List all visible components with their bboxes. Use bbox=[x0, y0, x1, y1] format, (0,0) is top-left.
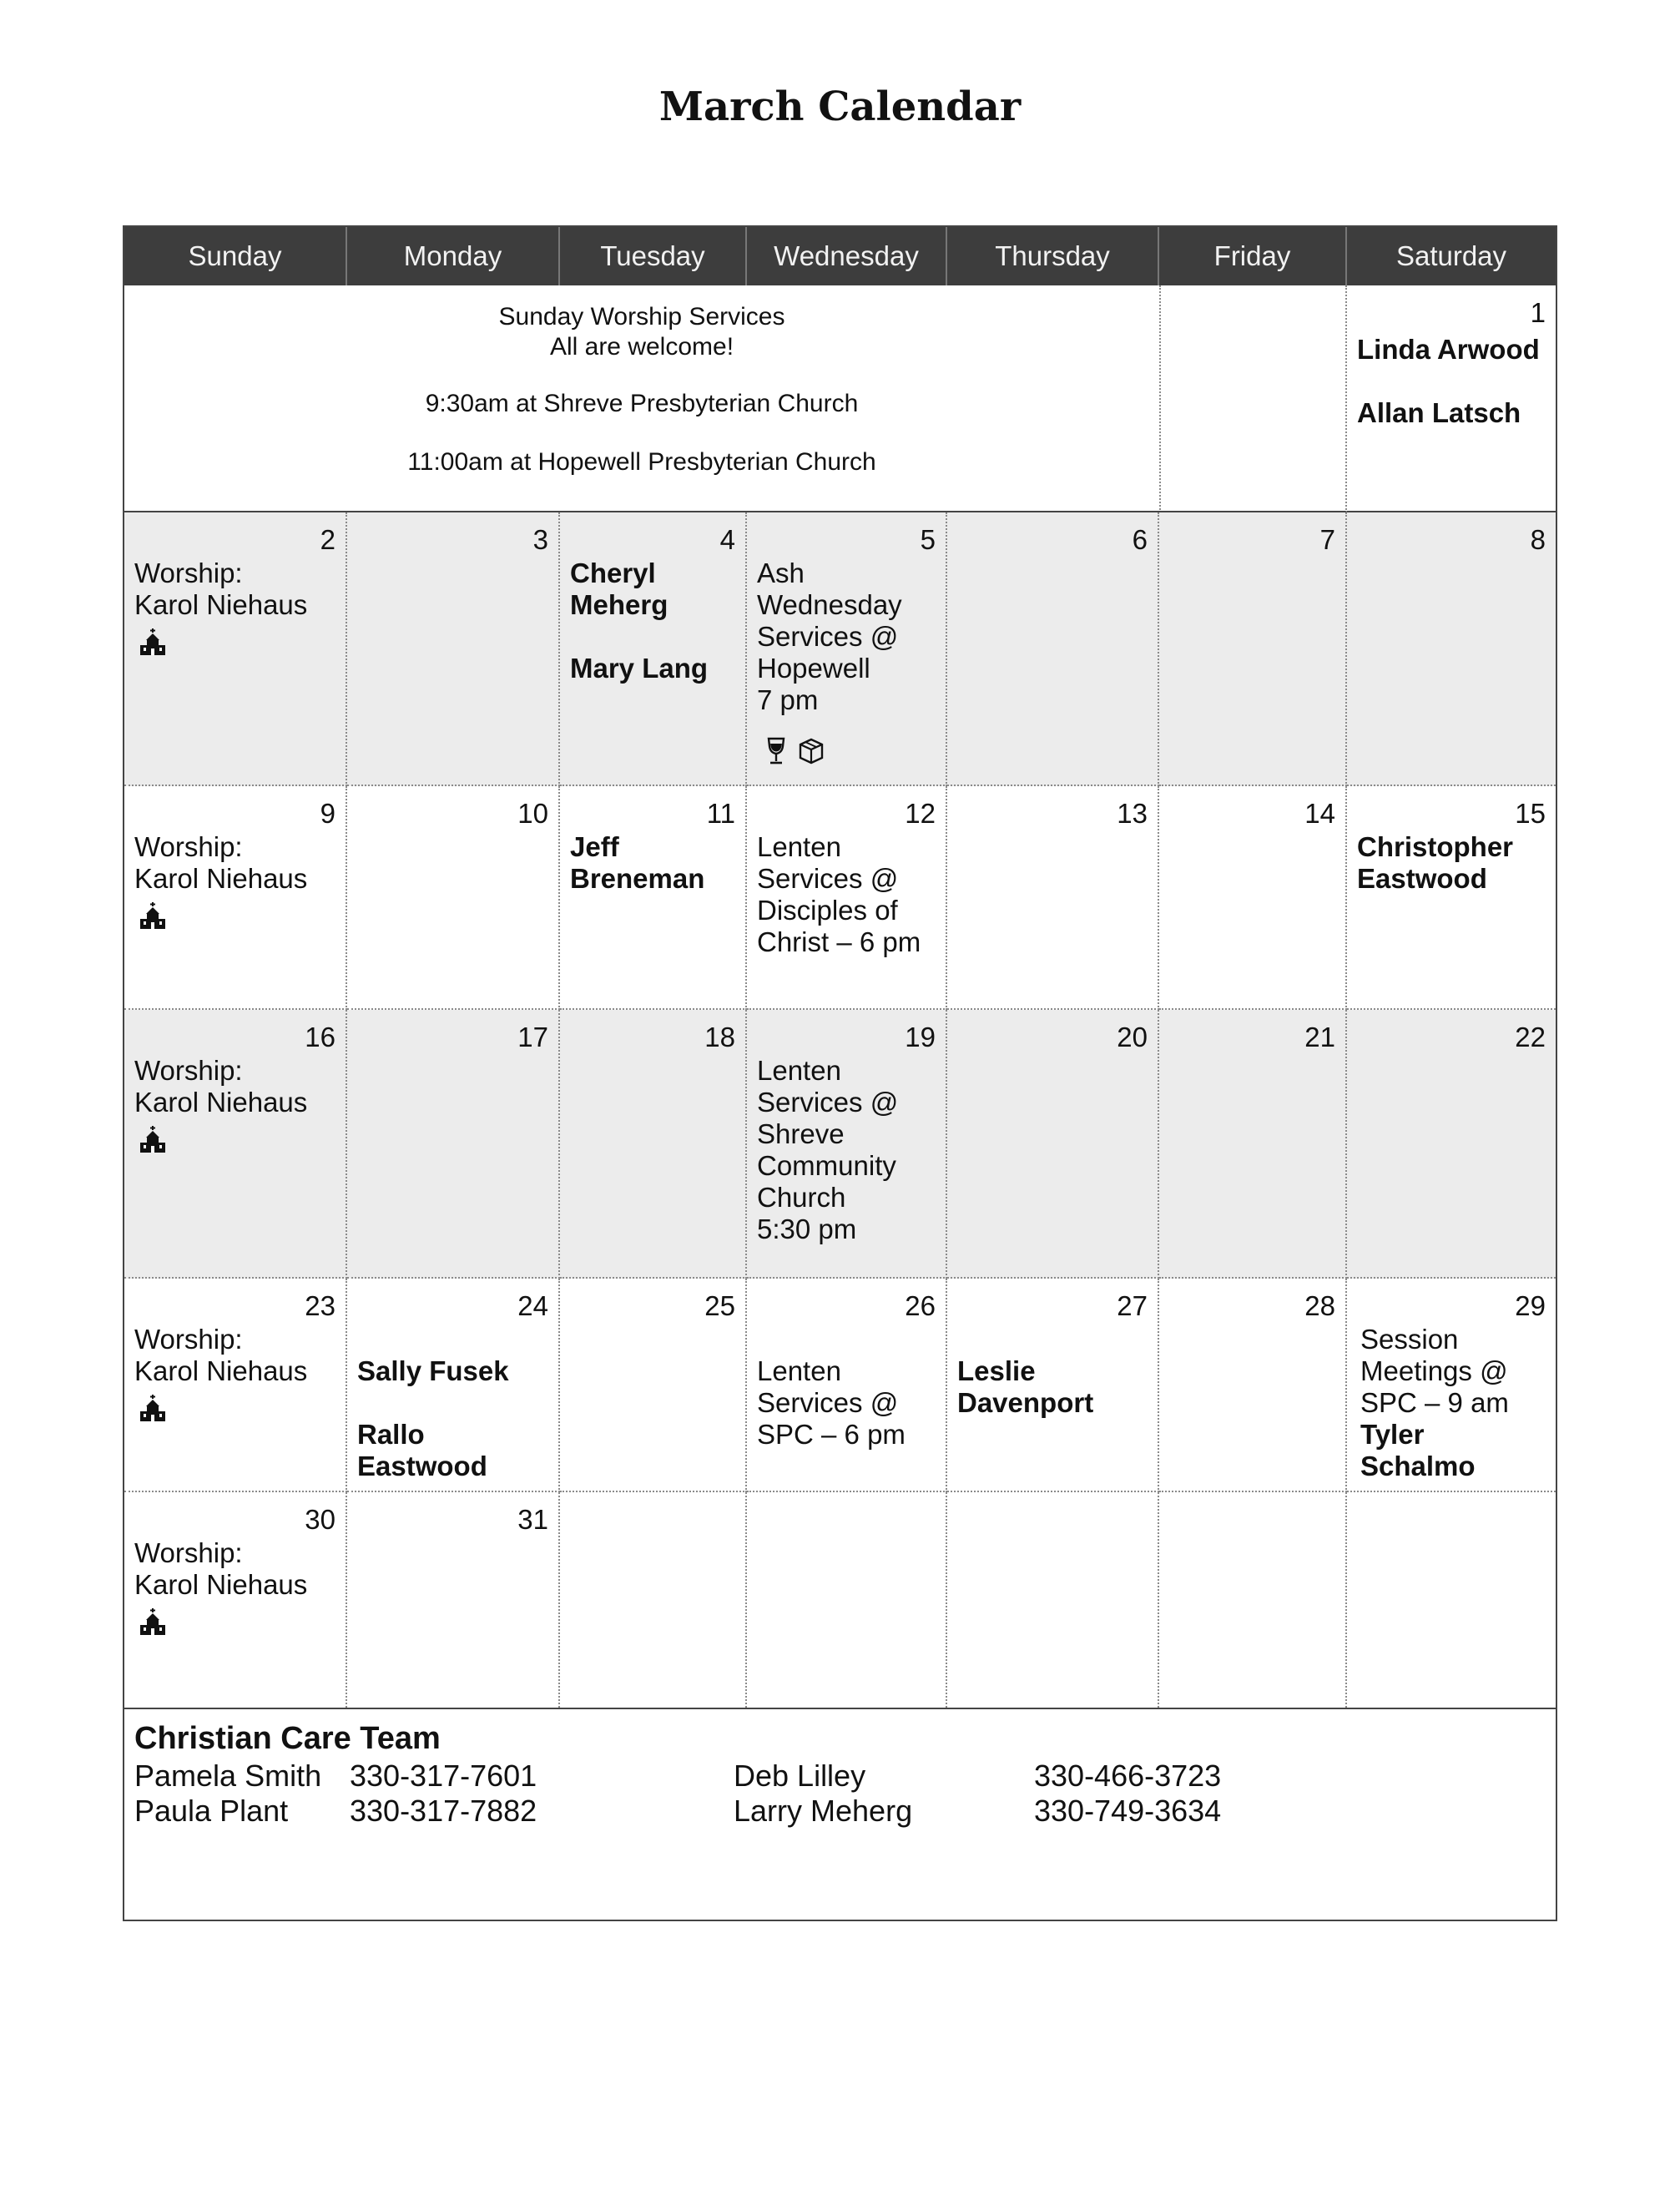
day-number: 15 bbox=[1515, 798, 1546, 829]
birthday-names: Sally Fusek Rallo Eastwood bbox=[357, 1355, 509, 1481]
day-number: 16 bbox=[305, 1022, 335, 1052]
day-cell-17 bbox=[347, 1010, 560, 1279]
day-cell-10 bbox=[347, 786, 560, 1010]
birthday-names: Christopher Eastwood bbox=[1357, 831, 1514, 894]
weekday-header-monday: Monday bbox=[347, 227, 560, 285]
care-member-phone: 330-317-7882 bbox=[350, 1794, 537, 1828]
day-cell-27 bbox=[947, 1279, 1159, 1492]
day-cell-30 bbox=[124, 1492, 347, 1708]
birthday-names: Leslie Davenport bbox=[957, 1355, 1094, 1418]
church-icon bbox=[138, 1125, 168, 1153]
day-cell-20 bbox=[947, 1010, 1159, 1279]
day-cell-16 bbox=[124, 1010, 347, 1279]
day-cell-21 bbox=[1159, 1010, 1347, 1279]
day-cell-empty bbox=[1347, 1492, 1556, 1708]
day-cell-empty bbox=[947, 1492, 1159, 1708]
calendar-grid bbox=[123, 225, 1557, 1921]
care-member-name: Pamela Smith bbox=[134, 1759, 322, 1793]
day-cell-31 bbox=[347, 1492, 560, 1708]
day-number: 30 bbox=[305, 1504, 335, 1535]
church-icon bbox=[138, 1394, 168, 1422]
day-cell-5 bbox=[747, 512, 947, 786]
day-cell-26 bbox=[747, 1279, 947, 1492]
worship-heading: Sunday Worship Services bbox=[498, 303, 785, 331]
day-cell-13 bbox=[947, 786, 1159, 1010]
worship-welcome: All are welcome! bbox=[549, 333, 734, 361]
church-icon bbox=[138, 901, 168, 930]
day-number: 29 bbox=[1515, 1290, 1546, 1321]
care-member-phone: 330-749-3634 bbox=[1034, 1794, 1222, 1828]
bread-icon bbox=[797, 736, 825, 766]
day-number: 27 bbox=[1117, 1290, 1148, 1321]
day-cell-8 bbox=[1347, 512, 1556, 786]
day-cell-29 bbox=[1347, 1279, 1556, 1492]
birthday-names: Jeff Breneman bbox=[570, 831, 705, 894]
day-number: 22 bbox=[1515, 1022, 1546, 1052]
day-cell-28 bbox=[1159, 1279, 1347, 1492]
worship-leader: Worship: Karol Niehaus bbox=[134, 1055, 308, 1118]
weekday-header-tuesday: Tuesday bbox=[560, 227, 747, 285]
day-number: 2 bbox=[320, 524, 335, 555]
day-number: 17 bbox=[517, 1022, 548, 1052]
day-number: 28 bbox=[1304, 1290, 1335, 1321]
day-number: 14 bbox=[1304, 798, 1335, 829]
chalice-icon bbox=[762, 736, 790, 766]
birthday-names: Cheryl Meherg Mary Lang bbox=[570, 558, 709, 684]
worship-leader: Worship: Karol Niehaus bbox=[134, 1537, 308, 1600]
day-cell-6 bbox=[947, 512, 1159, 786]
day-cell-18 bbox=[560, 1010, 747, 1279]
ash-wednesday-event: Ash Wednesday Services @ Hopewell 7 pm bbox=[757, 558, 902, 715]
day-cell-14 bbox=[1159, 786, 1347, 1010]
worship-info-cell bbox=[124, 285, 1161, 512]
lenten-service-event: Lenten Services @ Disciples of Christ – 6 pm bbox=[757, 831, 921, 957]
day-cell-7 bbox=[1159, 512, 1347, 786]
day-cell-23 bbox=[124, 1279, 347, 1492]
day-number: 23 bbox=[305, 1290, 335, 1321]
care-member-name: Deb Lilley bbox=[734, 1759, 866, 1793]
church-icon bbox=[138, 1607, 168, 1636]
day-number: 13 bbox=[1117, 798, 1148, 829]
worship-leader: Worship: Karol Niehaus bbox=[134, 1324, 308, 1386]
day-number: 6 bbox=[1132, 524, 1148, 555]
day-cell-11 bbox=[560, 786, 747, 1010]
day-cell-24 bbox=[347, 1279, 560, 1492]
birthday-names: Linda Arwood Allan Latsch bbox=[1357, 334, 1540, 428]
lenten-service-event: Lenten Services @ SPC – 6 pm bbox=[757, 1355, 906, 1450]
care-member-name: Paula Plant bbox=[134, 1794, 289, 1828]
day-number: 9 bbox=[320, 798, 335, 829]
day-cell-2 bbox=[124, 512, 347, 786]
day-cell-4 bbox=[560, 512, 747, 786]
day-cell-22 bbox=[1347, 1010, 1556, 1279]
care-member-phone: 330-317-7601 bbox=[350, 1759, 537, 1793]
weekday-header-thursday: Thursday bbox=[947, 227, 1159, 285]
day-number: 4 bbox=[719, 524, 735, 555]
day-number: 31 bbox=[517, 1504, 548, 1535]
day-cell-12 bbox=[747, 786, 947, 1010]
session-meeting-event: Session Meetings @ SPC – 9 am bbox=[1360, 1324, 1509, 1418]
birthday-names: Tyler Schalmo bbox=[1360, 1419, 1476, 1481]
weekday-header-saturday: Saturday bbox=[1347, 227, 1556, 285]
day-cell-15 bbox=[1347, 786, 1556, 1010]
care-member-phone: 330-466-3723 bbox=[1034, 1759, 1222, 1793]
church-icon bbox=[138, 628, 168, 656]
care-team-title: Christian Care Team bbox=[134, 1721, 441, 1756]
day-cell-25 bbox=[560, 1279, 747, 1492]
day-number: 3 bbox=[532, 524, 548, 555]
day-cell-empty bbox=[560, 1492, 747, 1708]
day-number: 5 bbox=[920, 524, 936, 555]
day-number: 19 bbox=[905, 1022, 936, 1052]
day-number: 7 bbox=[1319, 524, 1335, 555]
day-number: 11 bbox=[706, 798, 735, 829]
day-number: 10 bbox=[517, 798, 548, 829]
day-number: 12 bbox=[905, 798, 936, 829]
day-number: 1 bbox=[1530, 297, 1546, 328]
day-number: 24 bbox=[517, 1290, 548, 1321]
day-cell-empty bbox=[1159, 285, 1347, 512]
weekday-header-friday: Friday bbox=[1159, 227, 1347, 285]
worship-service-hopewell: 11:00am at Hopewell Presbyterian Church bbox=[407, 448, 876, 476]
worship-service-shreve: 9:30am at Shreve Presbyterian Church bbox=[425, 390, 859, 417]
care-team-section bbox=[124, 1708, 1556, 1920]
day-number: 21 bbox=[1304, 1022, 1335, 1052]
page-title: March Calendar bbox=[658, 83, 1022, 130]
day-cell-empty bbox=[1159, 1492, 1347, 1708]
weekday-header-wednesday: Wednesday bbox=[747, 227, 947, 285]
lenten-service-event: Lenten Services @ Shreve Community Church 5:30 pm bbox=[757, 1055, 899, 1244]
day-cell-3 bbox=[347, 512, 560, 786]
worship-leader: Worship: Karol Niehaus bbox=[134, 831, 308, 894]
day-number: 26 bbox=[905, 1290, 936, 1321]
day-number: 18 bbox=[704, 1022, 735, 1052]
day-number: 25 bbox=[704, 1290, 735, 1321]
care-member-name: Larry Meherg bbox=[734, 1794, 913, 1828]
day-cell-9 bbox=[124, 786, 347, 1010]
day-cell-empty bbox=[747, 1492, 947, 1708]
worship-leader: Worship: Karol Niehaus bbox=[134, 558, 308, 620]
day-cell-1 bbox=[1347, 285, 1556, 512]
weekday-header-sunday: Sunday bbox=[124, 227, 347, 285]
day-number: 20 bbox=[1117, 1022, 1148, 1052]
day-number: 8 bbox=[1530, 524, 1546, 555]
day-cell-19 bbox=[747, 1010, 947, 1279]
